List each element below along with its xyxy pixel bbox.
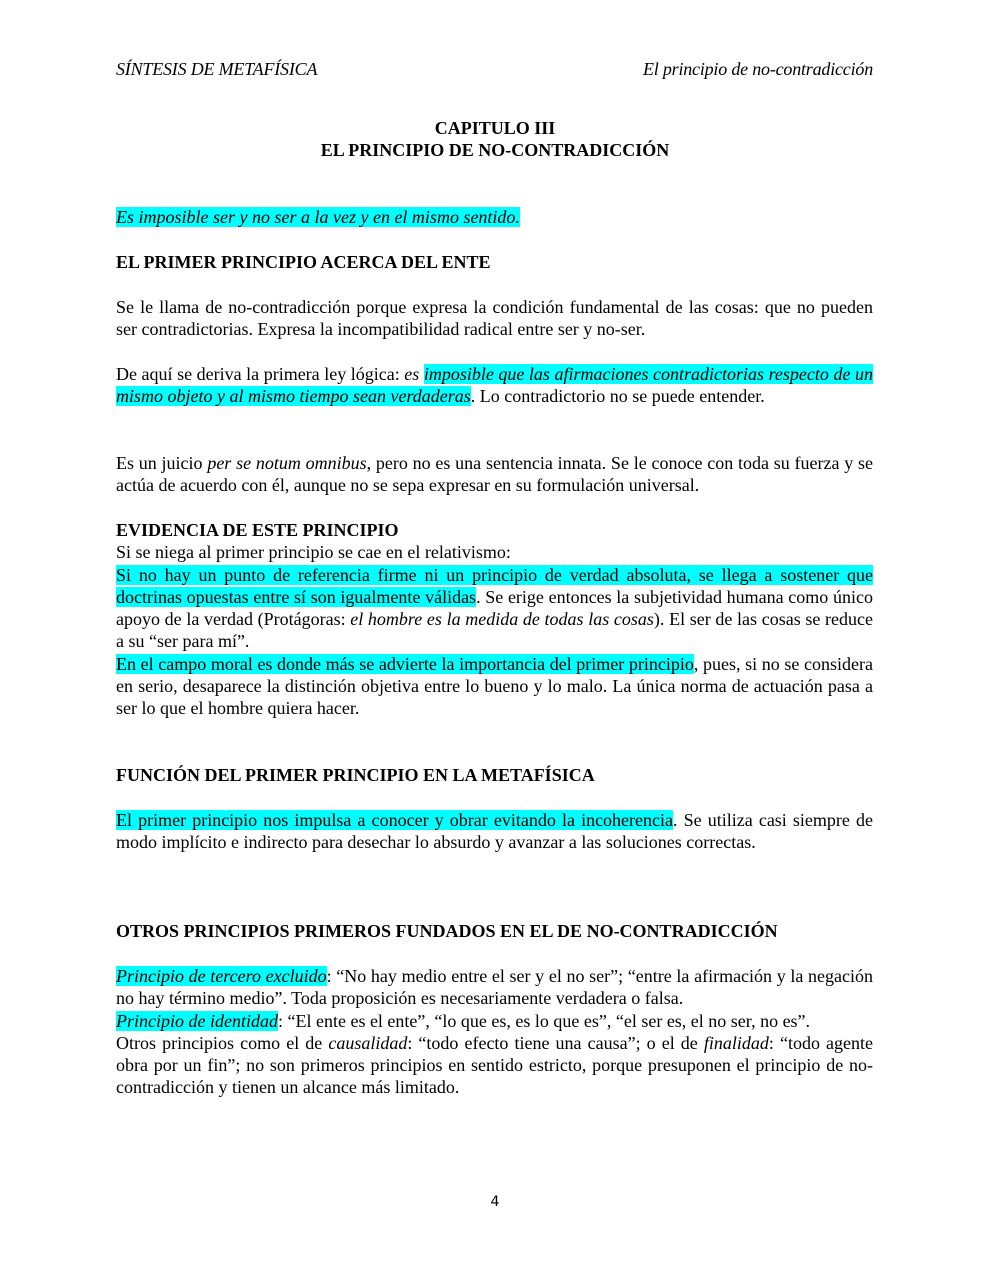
paragraph: Si se niega al primer principio se cae en el relativismo: xyxy=(116,542,511,563)
paragraph: Si no hay un punto de referencia firme ni un principio de verdad absoluta, se llega a sostener que doctrinas opuestas entre sí son igualmente válidas. Se erige entonces la subjetividad humana como único apoyo de la verdad (Protágoras: el hombre es la medida de todas las cosas). El ser de las cosas se reduce a su “ser para mí”. xyxy=(116,564,873,652)
highlight: Principio de identidad xyxy=(116,1010,278,1031)
paragraph: De aquí se deriva la primera ley lógica: es imposible que las afirmaciones contradictorias respecto de un mismo objeto y al mismo tiempo sean verdaderas. Lo contradictorio no se puede entender. xyxy=(116,364,873,407)
paragraph: Otros principios como el de causalidad: “todo efecto tiene una causa”; o el de finalidad: “todo agente obra por un fin”; no son primeros principios en sentido estricto, porque presuponen el principio de no-contradicción y tienen un alcance más limitado. xyxy=(116,1032,873,1098)
section-evidencia xyxy=(116,519,873,720)
section-heading-evidencia: EVIDENCIA DE ESTE PRINCIPIO xyxy=(116,520,399,540)
section-otros-body xyxy=(116,965,873,1099)
section-heading-otros-principios: OTROS PRINCIPIOS PRIMEROS FUNDADOS EN EL DE NO-CONTRADICCIÓN xyxy=(116,921,778,941)
chapter-number: CAPITULO III xyxy=(434,118,556,138)
paragraph: Principio de tercero excluido: “No hay medio entre el ser y el no ser”; “entre la afirmación y la negación no hay término medio”. Toda proposición es necesariamente verdadera o falsa. xyxy=(116,966,874,1009)
highlight: Si no hay un punto de referencia firme ni un principio de verdad absoluta, se llega a sostener que doctrinas opuestas entre sí son igualmente válidas xyxy=(116,564,873,607)
chapter-title: EL PRINCIPIO DE NO-CONTRADICCIÓN xyxy=(320,140,670,160)
running-header-left: SÍNTESIS DE METAFÍSICA xyxy=(116,59,318,79)
epigraph-highlight: Es imposible ser y no ser a la vez y en el mismo sentido. xyxy=(116,207,520,227)
epigraph xyxy=(116,206,873,228)
highlight: El primer principio nos impulsa a conocer y obrar evitando la incoherencia xyxy=(116,810,674,830)
running-header-right: El principio de no-contradicción xyxy=(642,59,873,79)
highlight: Principio de tercero excluido xyxy=(116,966,327,986)
highlight: En el campo moral es donde más se advierte la importancia del primer principio xyxy=(116,653,694,674)
paragraph: En el campo moral es donde más se advierte la importancia del primer principio, pues, si no se considera en serio, desaparece la distinción objetiva entre lo bueno y lo malo. La única norma de actuación pasa a ser lo que el hombre quiera hacer. xyxy=(116,653,873,719)
highlight: imposible que las afirmaciones contradictorias respecto de un mismo objeto y al mismo tiempo sean verdaderas xyxy=(116,364,873,407)
section-heading-primer-principio: EL PRIMER PRINCIPIO ACERCA DEL ENTE xyxy=(116,252,491,272)
paragraph: El primer principio nos impulsa a conocer y obrar evitando la incoherencia. Se utiliza casi siempre de modo implícito e indirecto para desechar lo absurdo y avanzar a las soluciones correctas. xyxy=(116,810,873,853)
section-heading-funcion: FUNCIÓN DEL PRIMER PRINCIPIO EN LA METAFÍSICA xyxy=(116,765,595,785)
paragraph: Principio de identidad: “El ente es el ente”, “lo que es, es lo que es”, “el ser es, el no ser, no es”. xyxy=(116,1010,811,1031)
paragraph: Es un juicio per se notum omnibus, pero no es una sentencia innata. Se le conoce con toda su fuerza y se actúa de acuerdo con él, aunque no se sepa expresar en su formulación universal. xyxy=(116,453,873,496)
paragraph: Se le llama de no-contradicción porque expresa la condición fundamental de las cosas: que no pueden ser contradictorias. Expresa la incompatibilidad radical entre ser y no-ser. xyxy=(116,297,873,340)
page-number: 4 xyxy=(490,1194,500,1210)
